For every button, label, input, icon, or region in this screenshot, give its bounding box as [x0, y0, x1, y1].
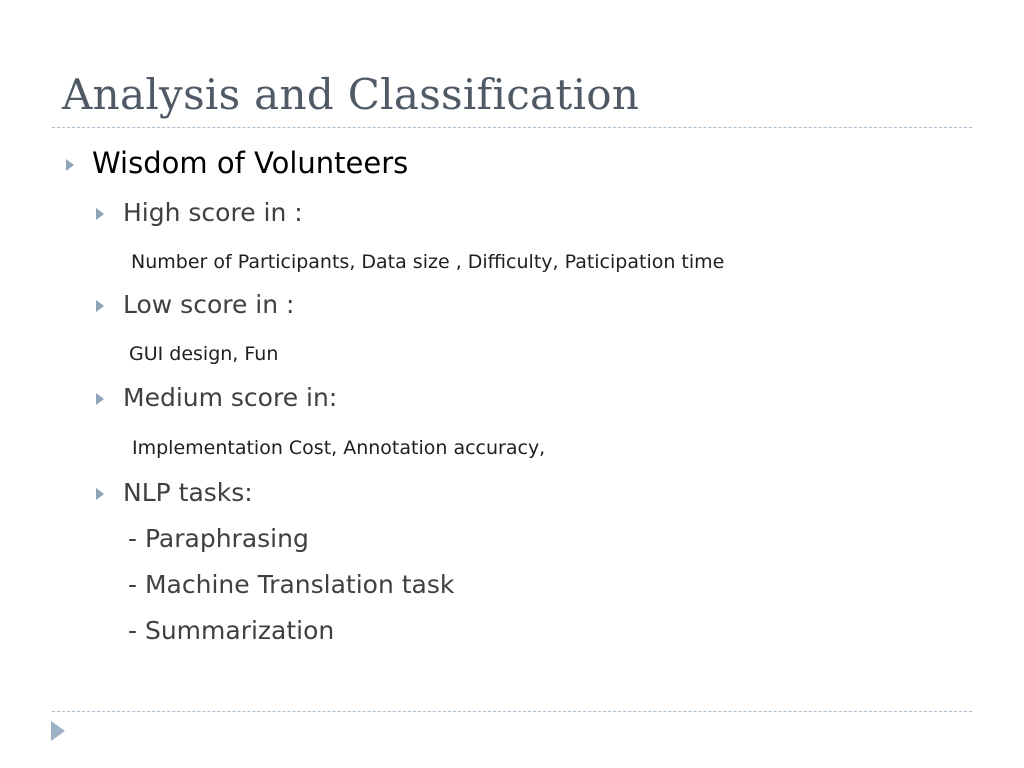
next-slide-arrow-icon[interactable] — [51, 721, 65, 741]
nlp-task-item: - Machine Translation task — [128, 570, 455, 599]
nlp-task-item: - Paraphrasing — [128, 524, 309, 553]
nlp-task-item: - Summarization — [128, 616, 335, 645]
bullet-triangle-icon — [96, 208, 104, 220]
high-score-label: High score in : — [123, 198, 303, 227]
medium-score-detail: Implementation Cost, Annotation accuracy, — [132, 437, 546, 459]
bullet-triangle-icon — [96, 488, 104, 500]
title-divider — [52, 127, 972, 128]
main-bullet-text: Wisdom of Volunteers — [92, 146, 409, 180]
footer-divider — [52, 711, 972, 712]
high-score-detail: Number of Participants, Data size , Difficulty, Paticipation time — [131, 251, 725, 273]
slide-title: Analysis and Classification — [62, 70, 640, 119]
bullet-triangle-icon — [96, 300, 104, 312]
bullet-triangle-icon — [66, 159, 74, 171]
low-score-detail: GUI design, Fun — [129, 343, 279, 365]
nlp-tasks-label: NLP tasks: — [123, 478, 253, 507]
low-score-label: Low score in : — [123, 290, 295, 319]
medium-score-label: Medium score in: — [123, 383, 338, 412]
bullet-triangle-icon — [96, 393, 104, 405]
